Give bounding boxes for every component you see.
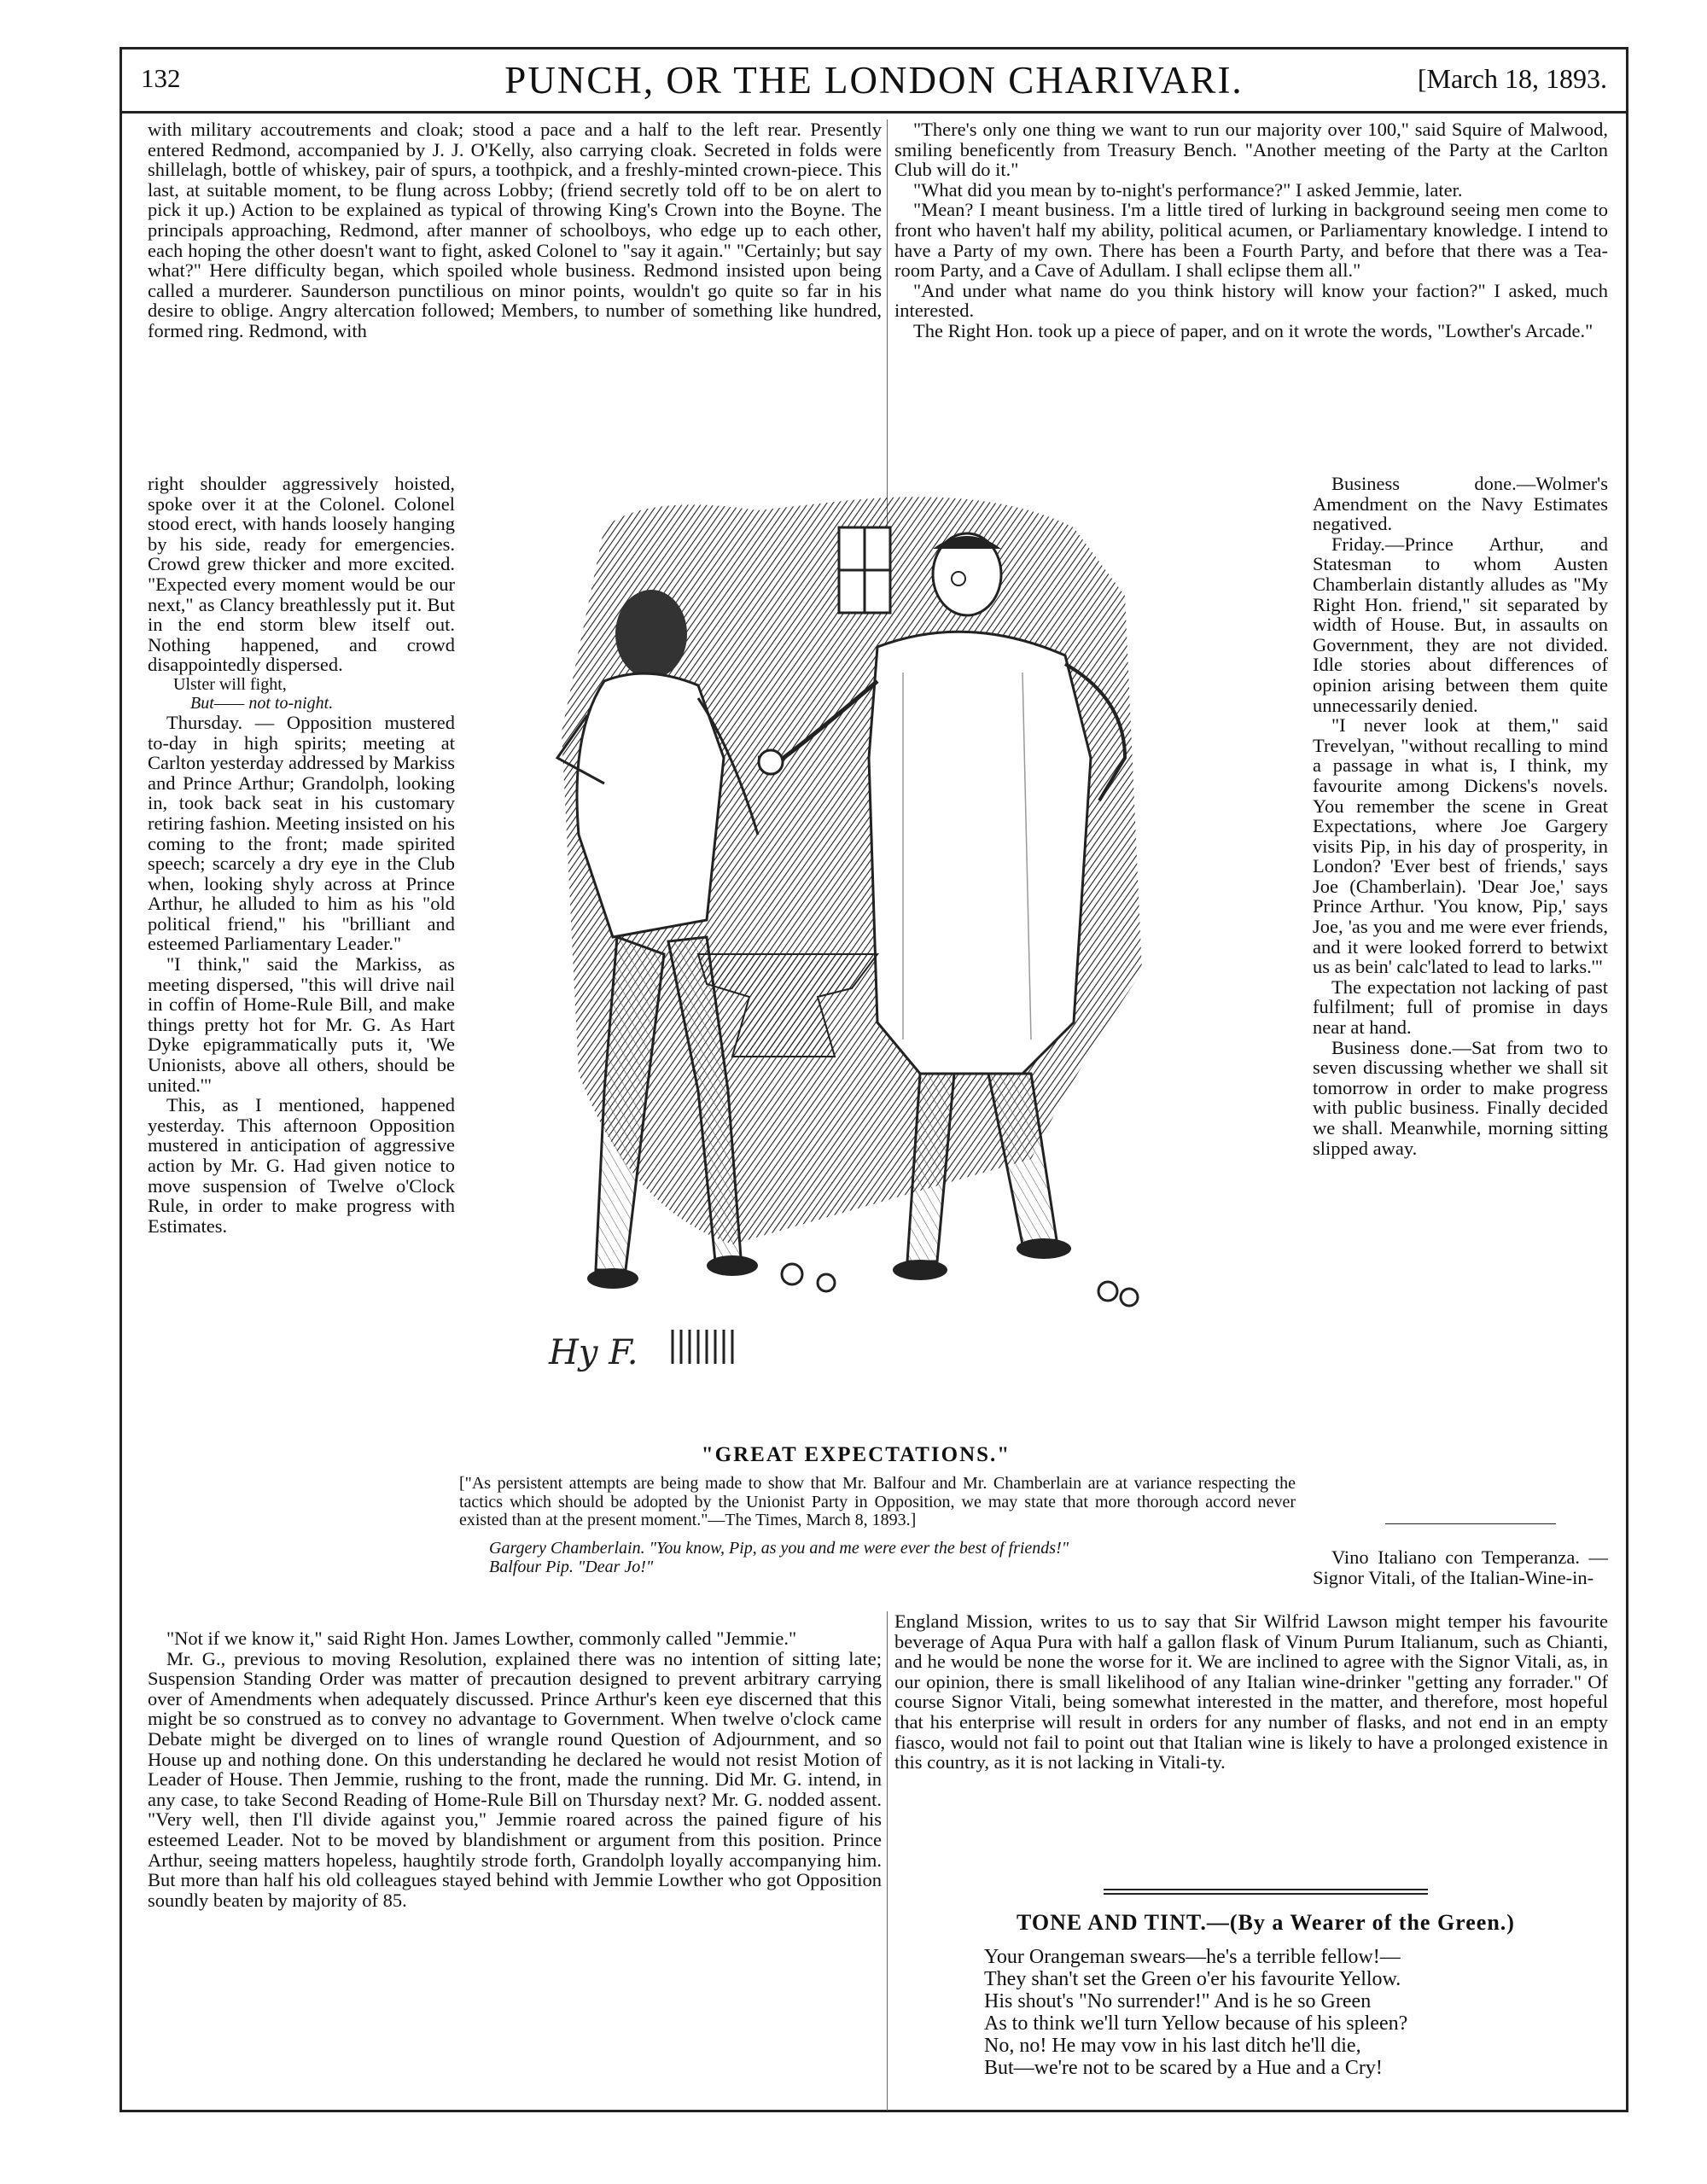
left-narrow-column xyxy=(148,474,455,1236)
verse-line: Your Orangeman swears—he's a terrible fellow!— xyxy=(984,1946,1401,1968)
paragraph: Friday.—Prince Arthur, and Statesman to whom Austen Chamberlain distantly alludes as "My Right Hon. friend," sit separated by width of House. But, in assaults on Government, they are not divided. Idle stories about differences of opinion arising between them quite unnecessarily denied. xyxy=(1313,533,1608,716)
verse-line: As to think we'll turn Yellow because of his spleen? xyxy=(984,2012,1408,2035)
section-rule xyxy=(1385,1523,1556,1524)
paragraph: Business done.—Sat from two to seven discussing whether we shall sit tomorrow in order to make progress with public business. Finally decided we shall. Meanwhile, morning sitting slipped away. xyxy=(1313,1036,1608,1159)
page-frame xyxy=(119,47,1628,2112)
right-column-top xyxy=(894,119,1608,341)
paragraph: "I never look at them," said Trevelyan, "without recalling to mind a passage in what is, I think, my favourite among Dickens's novels. You remember the scene in Great Expectations, where Joe Gargery visits Pip, in his day of prosperity, in London? 'Ever best of friends,' says Joe (Chamberlain). 'Dear Joe,' says Prince Arthur. 'You know, Pip,' says Joe, 'as you and me were ever friends, and it were looked forrerd to betwixt us as bein' calc'lated to lead to larks.'" xyxy=(1313,714,1608,978)
cartoon-title: "GREAT EXPECTATIONS." xyxy=(701,1443,1011,1466)
right-narrow-column xyxy=(1313,474,1608,1158)
left-column-top xyxy=(148,119,882,341)
paragraph: The Right Hon. took up a piece of paper, and on it wrote the words, "Lowther's Arcade." xyxy=(913,319,1593,341)
paragraph: with military accoutrements and cloak; stood a pace and a half to the left rear. Presently entered Redmond, accompanied by J. J. O'Kelly, also carrying cloak. Secreted in folds were shillelagh, bottle of whiskey, pair of spurs, a toothpick, and a freshly-minted crown-piece. This last, at suitable moment, to be flung across Lobby; (friend secretly told off to be on alert to pick it up.) Action to be explained as typical of throwing King's Crown into the Boyne. The principals approaching, Redmond, after manner of schoolboys, who edge up to each other, each hoping the other doesn't want to fight, asked Colonel to "say it again." "Certainly; but say what?" Here difficulty began, which spoiled whole business. Redmond insisted upon being called a murderer. Saunderson punctilious on minor points, wouldn't go quite so far in his desire to oblige. Angry altercation followed; Members, to number of something like hundred, formed ring. Redmond, with xyxy=(148,119,882,341)
left-column-bottom xyxy=(148,1628,882,1910)
dialogue-line: Balfour Pip. "Dear Jo!" xyxy=(489,1558,654,1576)
paragraph: "What did you mean by to-night's performance?" I asked Jemmie, later. xyxy=(913,178,1463,201)
verse-line: No, no! He may vow in his last ditch he'll die, xyxy=(984,2035,1361,2057)
section-rule xyxy=(1104,1893,1428,1895)
couplet-line: Ulster will fight, xyxy=(173,674,287,694)
signature-hatching xyxy=(673,1330,732,1364)
dialogue-line: Gargery Chamberlain. "You know, Pip, as you and me were ever the best of friends!" xyxy=(489,1539,1069,1558)
artist-signature: Hy F. xyxy=(549,1333,638,1372)
couplet xyxy=(148,675,455,713)
paragraph: "There's only one thing we want to run our majority over 100," said Squire of Malwood, smiling beneficently from Treasury Bench. "Another meeting of the Party at the Carlton Club will do it." xyxy=(894,119,1608,181)
page-header xyxy=(122,50,1626,114)
paragraph: Business done.—Wolmer's Amendment on the Navy Estimates negatived. xyxy=(1313,473,1608,535)
paragraph: Mr. G., previous to moving Resolution, explained there was no intention of sitting late; Suspension Standing Order was matter of precaution designed to prevent arbitrary carrying over of Amendments when adequately discussed. Prince Arthur's keen eye discerned that this might be so construed as to convey no advantage to Government. When twelve o'clock came Debate might be diverged on to lines of wrangle round Question of Adjournment, and so House up and nothing done. On this understanding he declared he would not resist Motion of Leader of House. Then Jemmie, rushing to the front, made the running. Did Mr. G. intend, in any case, to take Second Reading of Home-Rule Bill on Thursday next? Mr. G. nodded assent. "Very well, then I'll divide against you," Jemmie roared across the pained figure of his esteemed Leader. Not to be moved by blandishment or argument from this position. Prince Arthur, seeing matters hopeless, haughtily strode forth, Grandolph loyally accompanying him. But more than half his old colleagues stayed behind with Jemmie Lowther who got Opposition soundly beaten by majority of 85. xyxy=(148,1647,882,1911)
verse-line: They shan't set the Green o'er his favourite Yellow. xyxy=(984,1968,1401,1990)
right-column-bottom xyxy=(894,1611,1608,1773)
page-number: 132 xyxy=(141,63,181,93)
paragraph: The expectation not lacking of past fulfilment; full of promise in days near at hand. xyxy=(1313,976,1608,1039)
verse-line: But—we're not to be scared by a Hue and a Cry! xyxy=(984,2057,1383,2079)
paragraph: This, as I mentioned, happened yesterday. This afternoon Opposition mustered in anticipation of aggressive action by Mr. G. Had given notice to move suspension of Twelve o'Clock Rule, in order to make progress with Estimates. xyxy=(148,1094,455,1237)
cartoon-illustration xyxy=(476,476,1296,1402)
verse-line: His shout's "No surrender!" And is he so Green xyxy=(984,1990,1372,2012)
section-rule xyxy=(1104,1889,1428,1890)
column-divider xyxy=(887,119,888,529)
verse-title: TONE AND TINT.—(By a Wearer of the Green.) xyxy=(1017,1910,1515,1935)
cartoon-dialogue xyxy=(489,1539,1308,1576)
issue-date: [March 18, 1893. xyxy=(1417,63,1607,94)
horseshoes xyxy=(782,1264,1138,1306)
paragraph: England Mission, writes to us to say that Sir Wilfrid Lawson might temper his favourite beverage of Aqua Pura with half a gallon flask of Vinum Purum Italianum, such as Chianti, and he would be none the worse for it. We are inclined to agree with the Signor Vitali, as, in our opinion, there is small likelihood of any Italian wine-drinker "getting any forrader." Of course Signor Vitali, being somewhat interested in the matter, and therefore, most hopeful that his enterprise will result in orders for any number of flasks, and not end in an empty fiasco, would not fail to point out that Italian wine is likely to have a prolonged existence in this country, as it is not lacking in Vitali-ty. xyxy=(894,1610,1608,1773)
masthead-title: PUNCH, OR THE LONDON CHARIVARI. xyxy=(504,59,1244,102)
cartoon-note: ["As persistent attempts are being made to show that Mr. Balfour and Mr. Chamberlain are at variance respecting the tactics which should be adopted by the Unionist Party in Opposition, we may state that more thorough accord never existed than at the present moment."—The Times, March 8, 1893.] xyxy=(459,1474,1296,1529)
paragraph: "Not if we know it," said Right Hon. James Lowther, commonly called "Jemmie." xyxy=(166,1628,797,1649)
paragraph: "I think," said the Markiss, as meeting dispersed, "this will drive nail in coffin of Home-Rule Bill, and make things pretty hot for Mr. G. As Hart Dyke epigrammatically puts it, 'We Unionists, above all others, should be united.'" xyxy=(148,953,455,1096)
paragraph: Thursday. — Opposition mustered to-day in high spirits; meeting at Carlton yesterday addressed by Markiss and Prince Arthur; Grandolph, looking in, took back seat in his customary retiring fashion. Meeting insisted on his coming to the front; made spirited speech; scarcely a dry eye in the Club when, looking shyly across at Prince Arthur, he alluded to him as his "old political friend," his "brilliant and esteemed Parliamentary Leader." xyxy=(148,711,455,955)
paragraph: Vino Italiano con Temperanza. — Signor Vitali, of the Italian-Wine-in- xyxy=(1313,1546,1608,1588)
couplet-line: But—— not to-night. xyxy=(190,693,334,713)
vino-intro xyxy=(1313,1547,1608,1587)
paragraph: "And under what name do you think history will know your faction?" I asked, much interested. xyxy=(894,279,1608,322)
paragraph: "Mean? I meant business. I'm a little tired of lurking in background seeing men come to front who haven't half my ability, political acumen, or Parliamentary knowledge. I intend to have a Party of my own. There has been a Fourth Party, and before that there was a Tea-room Party, and a Cave of Adullam. I shall eclipse them all." xyxy=(894,199,1608,282)
verse-body xyxy=(984,1946,1599,2079)
column-divider xyxy=(887,1611,888,2111)
handshake xyxy=(759,750,783,774)
paragraph: right shoulder aggressively hoisted, spoke over it at the Colonel. Colonel stood erect, with hands loosely hanging by his side, ready for emergencies. Crowd grew thicker and more excited. "Expected every moment would be our next," as Clancy breathlessly put it. But in the end storm blew itself out. Nothing happened, and crowd disappointedly dispersed. xyxy=(148,473,455,676)
